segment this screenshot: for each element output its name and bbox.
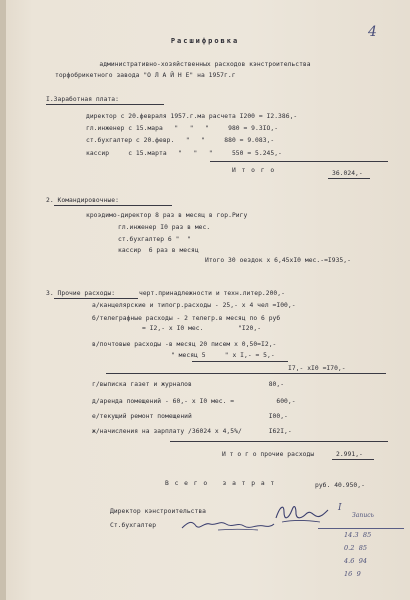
section1-total-label: И т о г о <box>232 167 276 174</box>
trip-row-director: кроэдимо-директор 8 раз в месяц в гор.Ригу <box>86 212 248 219</box>
other-row-drafting: черт.принадлежности и техн.литер.200,- <box>139 290 285 297</box>
other-row-postal: в/почтовые расходы -в месяц 20 писем х 0,50=I2,- <box>92 341 277 348</box>
trip-row-accountant: ст.бухгалтер 6 " " <box>118 236 191 243</box>
page-edge <box>0 0 6 600</box>
archive-note-word: Запись <box>352 512 374 519</box>
section1-rule <box>210 161 388 162</box>
postal-rule <box>192 361 288 362</box>
section1-total-underline <box>328 178 370 179</box>
section2-heading-underline <box>54 205 172 206</box>
document-subtitle-line2: торфобрикетного завода "О Л А Й Н Е" на 1957г.г <box>55 72 236 79</box>
other-row-stationery: а/канцелярские и типогр.расходы - 25,- х 4 чел =I00,- <box>92 302 296 309</box>
document-subtitle-line1: административно-хозяйственных расходов кэнстроительства <box>99 61 311 68</box>
archive-page-number: 4 <box>368 24 377 40</box>
archive-note-row: 16 9 <box>344 570 361 578</box>
trip-row-cashier: кассир 6 раз в месяц <box>118 247 199 254</box>
archive-note-row: 4.6 94 <box>344 557 368 565</box>
section3-total-value: 2.991,- <box>336 451 363 458</box>
other-row-newspapers: г/выписка газет и журналов 80,- <box>92 381 285 388</box>
salary-row-director: директор с 20.февраля 1957.г.ма расчета I200 = I2.386,- <box>86 113 298 120</box>
section1-heading-underline <box>46 104 164 105</box>
trip-row-engineer: гл.инженер I0 раз в мес. <box>118 224 211 231</box>
section1-heading: I.Заработная плата: <box>46 96 119 103</box>
other-row-payroll-charges: ж/начисления на зарплату /36024 х 4,5%/ I62I,- <box>92 428 292 435</box>
section3-rule-bottom <box>170 441 388 442</box>
other-row-repair: е/текущий ремонт помещений I00,- <box>92 413 288 420</box>
section3-rule-top <box>106 373 386 374</box>
archive-note-row: 0.2 85 <box>344 544 368 552</box>
grand-total-value: руб. 40.950,- <box>315 482 365 489</box>
other-row-rent: д/аренда помещений - 60,- x I0 мес. = 600,- <box>92 398 296 405</box>
archive-note-row: 14.3 85 <box>344 531 372 539</box>
section3-heading: 3. Прочие расходы: <box>46 290 116 297</box>
other-row-postal-2: " месяц 5 " х I,- = 5,- <box>171 352 275 359</box>
accountant-signature <box>178 514 278 534</box>
signature-director-label: Директор кэнстроительства <box>110 508 207 515</box>
section1-total-value: 36.024,- <box>332 170 363 177</box>
section3-total-label: И т о г о прочие расходы <box>222 451 315 458</box>
section3-total-underline <box>332 459 374 460</box>
archive-note-numeral: I <box>338 503 342 513</box>
grand-total-label: В с е г о з а т р а т <box>165 480 276 487</box>
salary-row-chief-engineer: гл.инженер с 15.мара " " " 980 = 9.3IO,- <box>86 125 279 132</box>
other-row-telegraph: б/телеграфные расходы - 2 телегр.в месяц по 6 руб <box>92 315 281 322</box>
section2-heading: 2. Командировочные: <box>46 197 119 204</box>
archive-note-rule <box>318 528 404 529</box>
salary-row-accountant: ст.бухгалтер с 20.февр. " " 880 = 9.083,- <box>86 137 275 144</box>
signature-accountant-label: Ст.бухгалтер <box>110 522 157 529</box>
other-row-telegraph-total: = I2,- х I0 мес. "I20,- <box>142 325 262 332</box>
salary-row-cashier: кассир с 15.марта " " " 550 = 5.245,- <box>86 150 282 157</box>
section3-heading-underline <box>54 298 138 299</box>
director-signature <box>272 500 332 526</box>
other-row-postal-total: I7,- хI0 =I70,- <box>288 365 346 372</box>
trip-total: Итого 30 оездок х 6,45xI0 мес.-=I935,- <box>205 257 351 264</box>
document-title: Расшифровка <box>170 37 240 45</box>
